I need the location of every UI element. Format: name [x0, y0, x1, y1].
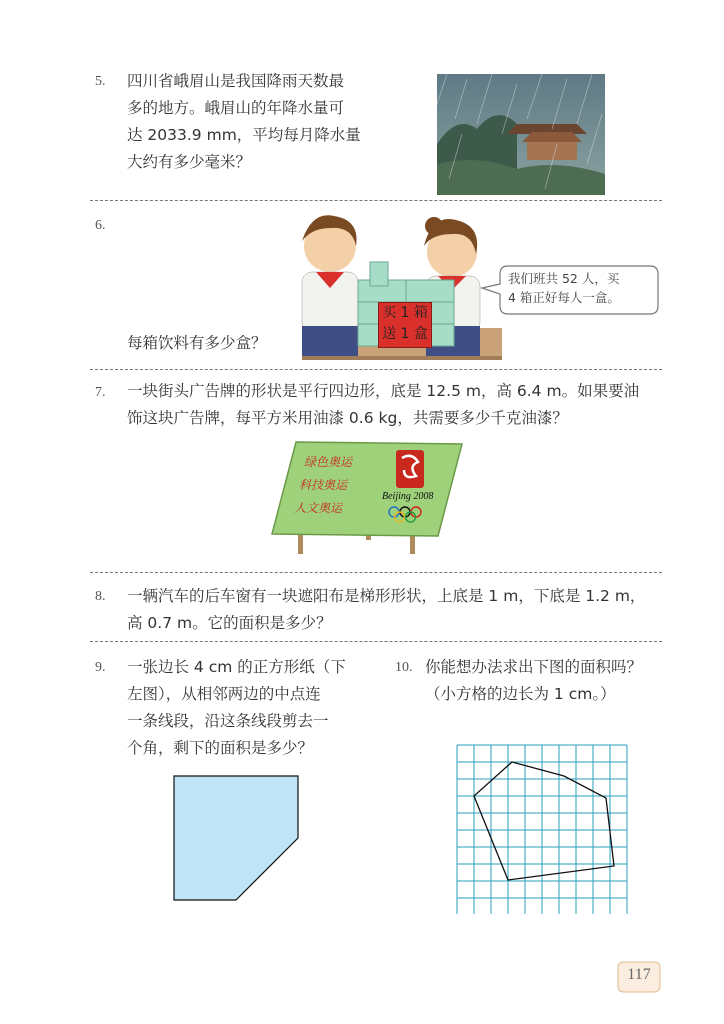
- billboard-slogan-2: 科技奥运: [299, 478, 348, 492]
- billboard-slogan-3: 人文奥运: [294, 501, 343, 515]
- divider-1: [90, 200, 662, 201]
- emei-mountain-rain-image: [437, 74, 605, 195]
- billboard-slogan-1: 绿色奥运: [304, 455, 353, 469]
- divider-2: [90, 369, 662, 370]
- question-9-number: 9.: [95, 660, 106, 675]
- beijing-2008-logo-text: Beijing 2008: [382, 491, 434, 502]
- question-8-number: 8.: [95, 589, 106, 604]
- question-5-number: 5.: [95, 74, 106, 89]
- question-5-text: 四川省峨眉山是我国降雨天数最 多的地方。峨眉山的年降水量可 达 2033.9 mm，平均每月降水量 大约有多少毫米？: [127, 72, 361, 171]
- question-10-text: 你能想办法求出下图的面积吗？ （小方格的边长为 1 cm。）: [425, 658, 643, 703]
- question-6-number: 6.: [95, 218, 106, 233]
- question-8-text: 一辆汽车的后车窗有一块遮阳布是梯形形状，上底是 1 m，下底是 1.2 m， 高 0.7 m。它的面积是多少？: [127, 587, 646, 632]
- question-7-number: 7.: [95, 385, 106, 400]
- promo-tag-line-1: 买 1 箱: [382, 305, 428, 321]
- question-9-text: 一张边长 4 cm 的正方形纸（下 左图），从相邻两边的中点连 一条线段，沿这条线段剪去一 个角，剩下的面积是多少？: [127, 658, 346, 757]
- question-10-number: 10.: [395, 660, 413, 675]
- cut-square-figure: [172, 774, 302, 904]
- question-6-text: 每箱饮料有多少盒？: [127, 334, 267, 352]
- speech-bubble-text: 我们班共 52 人，买 4 箱正好每人一盒。: [508, 271, 620, 305]
- promo-tag-line-2: 送 1 盒: [382, 326, 428, 342]
- promo-tag: [378, 302, 432, 348]
- divider-3: [90, 572, 662, 573]
- divider-4: [90, 641, 662, 642]
- grid-polygon-figure: [456, 744, 632, 914]
- question-7-text: 一块街头广告牌的形状是平行四边形，底是 12.5 m，高 6.4 m。如果要油 饰这块广告牌，每平方米用油漆 0.6 kg，共需要多少千克油漆？: [127, 382, 640, 427]
- page-number: 117: [627, 966, 651, 983]
